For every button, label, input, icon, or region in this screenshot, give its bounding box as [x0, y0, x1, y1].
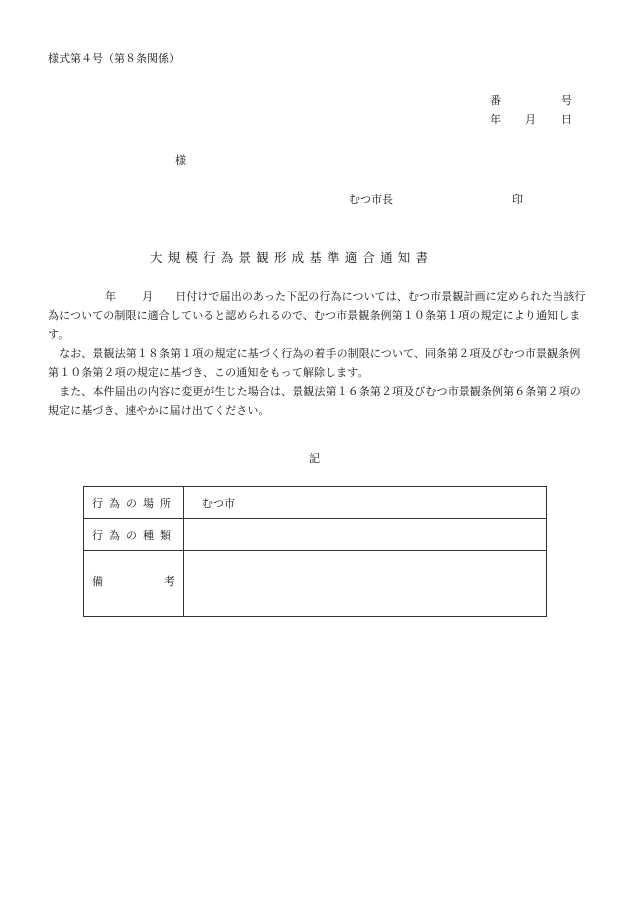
paragraph-1-rest: 該行為についての制限に適合していると認められるので、むつ市景観条例第１０条第１項の規定により通知します。: [48, 290, 586, 341]
date-year: 年: [490, 113, 501, 126]
body-text: [48, 287, 590, 420]
type-value[interactable]: [184, 519, 547, 551]
addressee-honorific: 様: [175, 154, 186, 167]
type-label: 行為の種類: [84, 519, 184, 551]
table-row-remarks: [84, 551, 547, 617]
remarks-label-left: 備: [92, 574, 103, 588]
remarks-value[interactable]: [184, 551, 547, 617]
paragraph-3: また、本件届出の内容に変更が生じた場合は、景観法第１６条第２項及びむつ市景観条例第６条第２項の規定に基づき、速やかに届け出てください。: [48, 385, 581, 417]
paragraph-1: [48, 287, 590, 344]
date-month: 月: [525, 113, 536, 126]
details-table: [83, 486, 547, 617]
paragraph-2: なお、景観法第１８条第１項の規定に基づく行為の着手の制限について、同条第２項及びむつ市景観条例第１０条第２項の規定に基づき、この通知をもって解除します。: [48, 347, 581, 379]
seal-mark: 印: [512, 193, 523, 206]
location-value[interactable]: むつ市: [184, 487, 547, 519]
location-label: 行為の場所: [84, 487, 184, 519]
body-date-year: 年: [105, 290, 117, 303]
body-date-month: 月: [142, 290, 154, 303]
remarks-label: [84, 551, 184, 617]
remarks-label-right: 考: [164, 574, 175, 588]
ki-mark: 記: [309, 452, 320, 465]
form-number: 様式第４号（第８条関係）: [48, 52, 180, 65]
paragraph-1-first: 日付けで届出のあった下記の行為については、むつ市景観計画に定められた当: [175, 290, 564, 303]
number-suffix: 号: [561, 94, 572, 107]
date-day: 日: [561, 113, 572, 126]
issuer: むつ市長: [349, 193, 393, 206]
document-title: 大規模行為景観形成基準適合通知書: [150, 250, 434, 265]
table-row-type: [84, 519, 547, 551]
number-label: 番: [490, 94, 501, 107]
table-row-location: [84, 487, 547, 519]
